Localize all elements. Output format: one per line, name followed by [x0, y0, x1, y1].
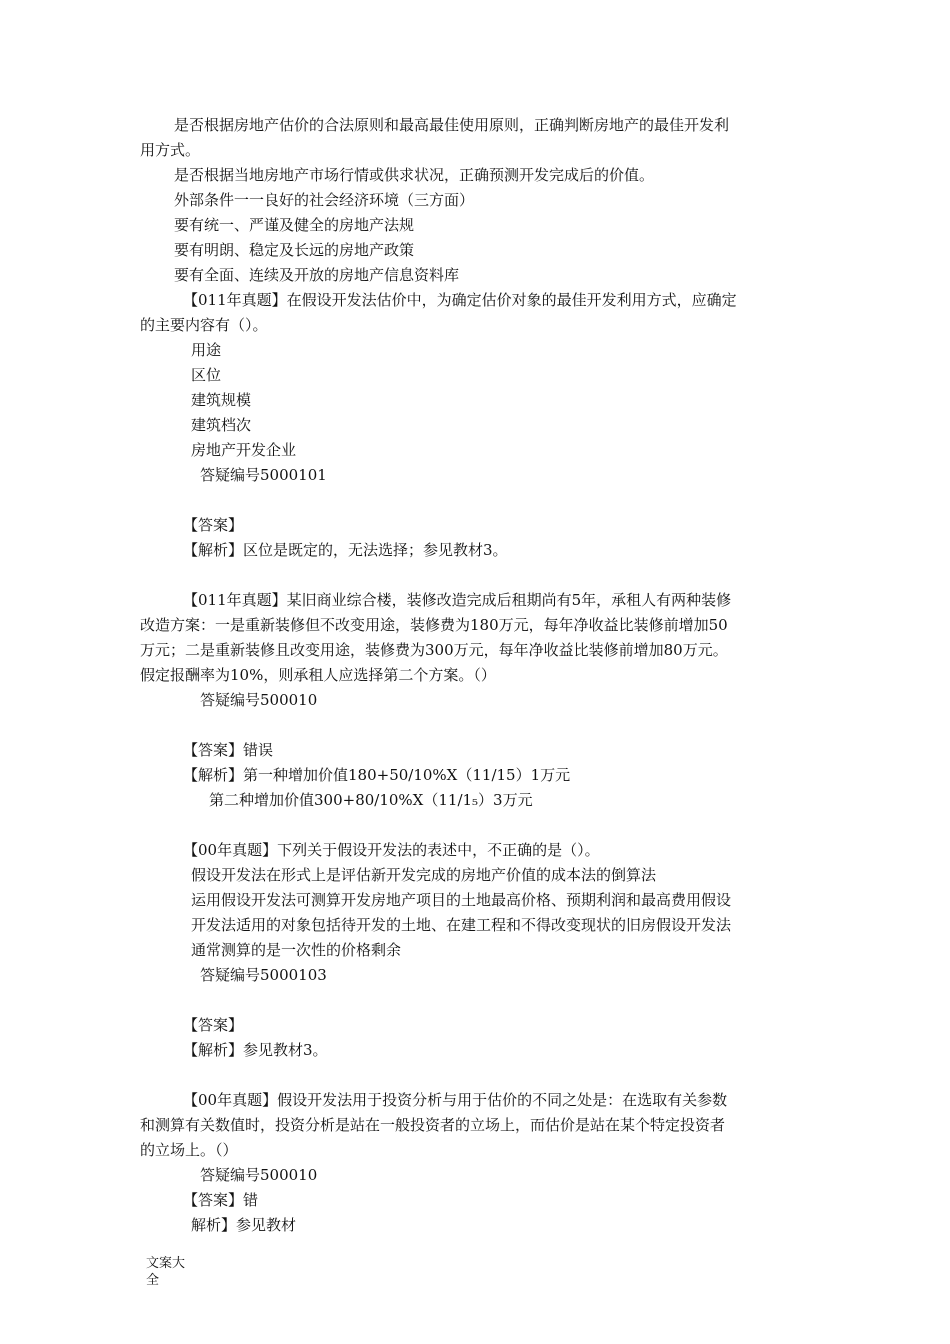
text-line: 的立场上。（） — [140, 1141, 238, 1159]
option-item: 假设开发法在形式上是评估新开发完成的房地产价值的成本法的倒算法 — [191, 866, 657, 884]
text-line: 是否根据房地产估价的合法原则和最高最佳使用原则，正确判断房地产的最佳开发利 — [174, 116, 730, 134]
text-line: 要有统一、严谨及健全的房地产法规 — [174, 216, 415, 234]
analysis-line: 第二种增加价值300+80/10%X（11/1₅）3万元 — [209, 791, 533, 809]
text-line: 的主要内容有（）。 — [140, 316, 268, 334]
text-line: 是否根据当地房地产市场行情或供求状况，正确预测开发完成后的价值。 — [174, 166, 655, 184]
option-item: 通常测算的是一次性的价格剩余 — [191, 941, 402, 959]
question-heading: 【011年真题】在假设开发法估价中，为确定估价对象的最佳开发利用方式，应确定 — [183, 291, 737, 309]
option-item: 建筑规模 — [191, 391, 252, 409]
question-heading: 【011年真题】某旧商业综合楼，装修改造完成后租期尚有5年，承租人有两种装修 — [183, 591, 732, 609]
text-line: 万元；二是重新装修且改变用途，装修费为300万元，每年净收益比装修前增加80万元。 — [140, 641, 728, 659]
question-id: 答疑编号500010 — [200, 691, 318, 709]
text-line: 要有明朗、稳定及长远的房地产政策 — [174, 241, 415, 259]
question-id: 答疑编号5000103 — [200, 966, 327, 984]
answer-line: 【答案】 — [183, 1016, 244, 1034]
answer-line: 【答案】错 — [183, 1191, 259, 1209]
question-heading: 【00年真题】假设开发法用于投资分析与用于估价的不同之处是：在选取有关参数 — [183, 1091, 728, 1109]
answer-line: 【答案】错误 — [183, 741, 274, 759]
option-item: 区位 — [191, 366, 222, 384]
analysis-line: 【解析】区位是既定的，无法选择；参见教材3。 — [183, 541, 508, 559]
question-id: 答疑编号500010 — [200, 1166, 318, 1184]
footer-text: 文案大全 — [146, 1256, 186, 1288]
question-heading: 【00年真题】下列关于假设开发法的表述中，不正确的是（）。 — [183, 841, 600, 859]
option-item: 运用假设开发法可测算开发房地产项目的土地最高价格、预期利润和最高费用假设 — [191, 891, 732, 909]
option-item: 用途 — [191, 341, 222, 359]
text-line: 和测算有关数值时，投资分析是站在一般投资者的立场上，而估价是站在某个特定投资者 — [140, 1116, 726, 1134]
option-item: 建筑档次 — [191, 416, 252, 434]
text-line: 改造方案：一是重新装修但不改变用途，装修费为180万元，每年净收益比装修前增加50 — [140, 616, 728, 634]
analysis-line: 【解析】第一种增加价值180+50/10%X（11/15）1万元 — [183, 766, 571, 784]
answer-line: 【答案】 — [183, 516, 244, 534]
text-line: 外部条件一一良好的社会经济环境（三方面） — [174, 191, 475, 209]
analysis-line: 【解析】参见教材3。 — [183, 1041, 328, 1059]
text-line: 要有全面、连续及开放的房地产信息资料库 — [174, 266, 460, 284]
text-line: 用方式。 — [140, 141, 201, 159]
question-id: 答疑编号5000101 — [200, 466, 327, 484]
option-item: 房地产开发企业 — [191, 441, 297, 459]
option-item: 开发法适用的对象包括待开发的土地、在建工程和不得改变现状的旧房假设开发法 — [191, 916, 732, 934]
text-line: 假定报酬率为10%，则承租人应选择第二个方案。（） — [140, 666, 496, 684]
analysis-line: 解析】参见教材 — [191, 1216, 297, 1234]
